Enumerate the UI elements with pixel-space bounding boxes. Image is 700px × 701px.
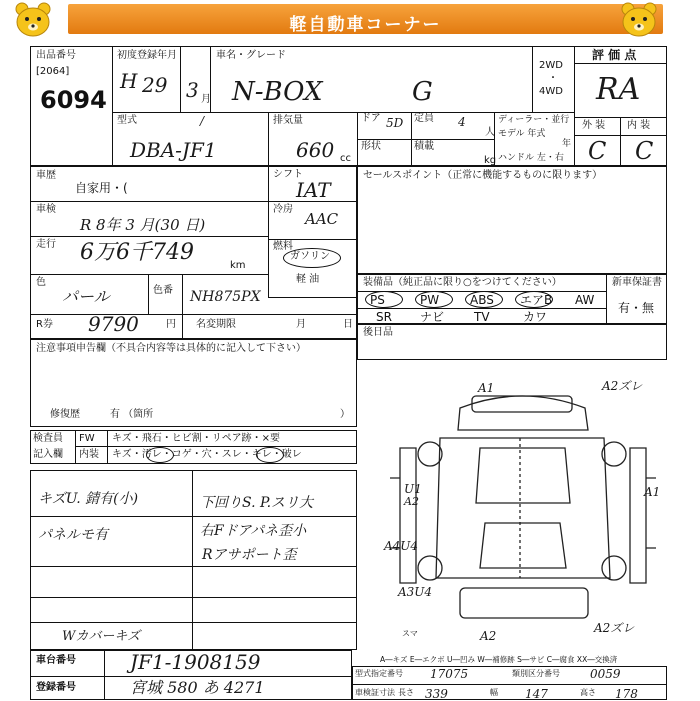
capacity-unit: 人 (485, 127, 495, 138)
doors-label: ドア (361, 113, 381, 124)
recycle-label: R券 (36, 319, 53, 330)
note-6: Wカバーキズ (62, 629, 141, 644)
selling-points-box (357, 166, 667, 274)
first-reg-month: 3 (186, 78, 199, 102)
spec-class-label: 類別区分番号 (512, 669, 560, 678)
mileage-label: 走行 (36, 239, 56, 250)
mark-9: A2ズレ (594, 621, 635, 635)
spec-len-label: 長さ (398, 688, 414, 697)
load-label: 積載 (414, 141, 434, 152)
top-section (30, 46, 667, 166)
equipment-circle (415, 291, 453, 308)
inspector-row1-head: FW (79, 433, 95, 444)
color-code-label: 色番 (153, 285, 173, 296)
car-name-value: N-BOX (232, 77, 323, 107)
spec-height-value: 178 (615, 687, 638, 701)
ac-value: AAC (305, 210, 339, 228)
equipment-circle (465, 291, 503, 308)
model-label: 型式 (117, 115, 137, 126)
mark-7: A3U4 (398, 585, 433, 599)
mark-circle (146, 447, 174, 463)
equipment-item: PS (370, 293, 385, 307)
mark-8: A2 (480, 629, 497, 643)
inspector-row2: キズ・汚レ・コゲ・穴・スレ・キレ・破レ (112, 449, 302, 460)
lot-label: 出品番号 (36, 50, 76, 61)
first-reg-month-unit: 月 (201, 94, 211, 105)
inspection-label: 車検 (36, 204, 56, 215)
shape-label: 形状 (361, 141, 381, 152)
title-change-day: 日 (343, 319, 353, 330)
title-change-label: 名変期限 (196, 319, 236, 330)
capacity-value: 4 (458, 115, 466, 129)
equipment-circle (515, 291, 553, 308)
first-reg-label: 初度登録年月 (117, 50, 177, 61)
recycle-value: 9790 (88, 312, 139, 336)
repair-value: 有 （箇所 (110, 409, 154, 420)
model-mark: / (200, 114, 205, 128)
spec-len-value: 339 (425, 687, 448, 701)
use-value: 自家用・( (75, 181, 128, 195)
equipment-item: PW (420, 293, 440, 307)
spec-dim-label: 車検証寸法 (355, 688, 395, 697)
color-label: 色 (36, 277, 46, 288)
recycle-unit: 円 (166, 319, 176, 330)
rating-score: RA (596, 72, 641, 107)
load-unit: kg (484, 155, 497, 166)
mark-3: U1 (404, 482, 422, 496)
warranty-label: 新車保証書 (612, 277, 662, 288)
dealer-label: ディーラー・並行 (498, 115, 570, 125)
color-code: NH875PX (190, 289, 261, 305)
mark-6: A4U4 (384, 539, 419, 553)
equipment-item: SR (376, 310, 392, 324)
inspection-value: R 8年 3 月(30 日) (80, 216, 206, 234)
equipment-item: AW (575, 293, 595, 307)
color-value: パール (62, 287, 110, 306)
bear-icon (614, 0, 664, 40)
handle-label: ハンドル 左・右 (498, 153, 564, 163)
displacement-unit: cc (340, 153, 351, 164)
equipment-label: 装備品（純正品に限り○をつけてください） (363, 277, 562, 288)
shift-value: IAT (296, 178, 331, 202)
drive-2wd: 2WD (539, 60, 563, 71)
bear-icon (8, 0, 58, 40)
ac-label: 冷房 (273, 204, 293, 215)
spec-class-value: 0059 (590, 667, 621, 681)
mark-2: A2ズレ (602, 379, 643, 393)
inspector-label-1: 検査員 (33, 433, 63, 444)
rating-label: 評 価 点 (592, 48, 637, 62)
note-5: Rアサポート歪 (202, 547, 297, 563)
equipment-item: ABS (470, 293, 494, 307)
warranty-value: 有・無 (618, 301, 655, 315)
note-3: 下回りS. P.スリ大 (200, 495, 314, 511)
first-reg-era: H (120, 69, 138, 93)
chassis-value: JF1-1908159 (130, 650, 261, 674)
page-header (68, 4, 663, 34)
car-name-label: 車名・グレード (216, 50, 286, 61)
use-label: 車歴 (36, 170, 56, 181)
equipment-item: エアB (520, 293, 553, 307)
selling-points-label: セールスポイント（正常に機能するものに限ります） (363, 170, 603, 181)
repair-label: 修復歴 (50, 409, 80, 420)
drive-4wd: 4WD (539, 86, 563, 97)
chassis-label: 車台番号 (36, 655, 76, 666)
equipment-item: カワ (523, 310, 548, 324)
spec-type-label: 型式指定番号 (355, 669, 403, 678)
drive-dot: ・ (548, 73, 558, 84)
registration-value: 宮城 580 あ 4271 (130, 678, 265, 697)
inspector-label-2: 記入欄 (33, 449, 63, 460)
fuel-label: 燃料 (273, 241, 293, 252)
after-seat-label: 後日品 (363, 327, 393, 338)
lot-sub: [2064] (36, 66, 70, 77)
rating-int-label: 内 装 (627, 120, 651, 131)
rating-int: C (635, 137, 654, 165)
mark-1: A1 (478, 381, 495, 395)
mark-10: スマ (402, 629, 418, 638)
rating-ext: C (588, 137, 607, 165)
title-change-month: 月 (296, 319, 306, 330)
mark-circle (256, 447, 284, 463)
damage-legend: A―キズ E―エクボ U―凹み W―補修跡 S―サビ C―腐食 XX―交換済 (380, 655, 618, 664)
spec-width-value: 147 (525, 687, 548, 701)
rating-ext-label: 外 装 (582, 120, 606, 131)
lot-number: 6094 (40, 86, 107, 114)
note-4: 右Fドアパネ歪小 (200, 523, 307, 539)
doors-value: 5D (386, 116, 404, 130)
mark-4: A2 (404, 495, 419, 508)
note-1: キズU. 錆有(小) (38, 491, 139, 507)
capacity-label: 定員 (414, 113, 434, 124)
fuel-gasoline: ガソリン (290, 251, 330, 262)
fuel-diesel: 軽 油 (296, 274, 320, 285)
shift-label: シフト (273, 169, 303, 180)
car-grade-value: G (412, 77, 433, 107)
registration-label: 登録番号 (36, 682, 76, 693)
spec-type-value: 17075 (430, 667, 469, 681)
mileage-value: 6万6千749 (80, 240, 194, 265)
spec-height-label: 高さ (580, 688, 596, 697)
model-year-unit: 年 (562, 139, 572, 149)
spec-width-label: 幅 (490, 688, 498, 697)
notes-label: 注意事項申告欄（不具合内容等は具体的に記入して下さい） (36, 343, 306, 354)
header-title: 軽自動車コーナー (289, 15, 442, 35)
mileage-unit: km (230, 260, 246, 271)
repair-close: ） (340, 409, 350, 420)
model-value: DBA-JF1 (130, 138, 217, 162)
after-seat-box (357, 324, 667, 360)
first-reg-year: 29 (142, 73, 168, 97)
mark-5: A1 (644, 485, 661, 499)
equipment-item: ナビ (420, 310, 445, 324)
model-year-label: モデル 年式 (498, 129, 546, 139)
equipment-item: TV (474, 310, 490, 324)
equipment-circle (365, 291, 403, 308)
displacement-value: 660 (296, 138, 335, 162)
inspector-row1: キズ・飛石・ヒビ割・リペア跡・×要 (112, 433, 280, 444)
inspector-row2-head: 内装 (79, 449, 99, 460)
displacement-label: 排気量 (273, 115, 303, 126)
note-2: パネルモ有 (38, 527, 108, 543)
